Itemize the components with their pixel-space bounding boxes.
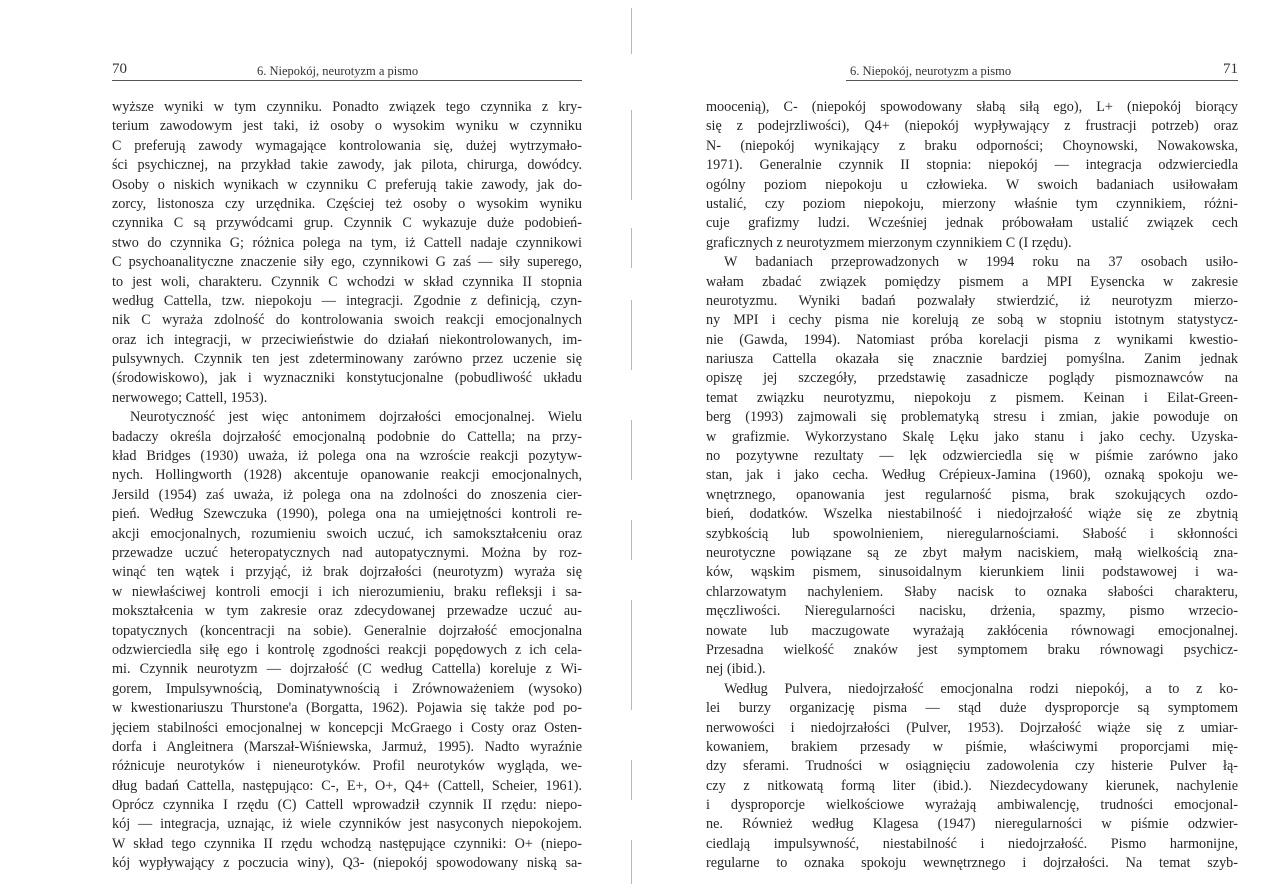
- text-line: dorfa i Angleitnera (Marszał-Wiśniewska, Jarmuż, 1995). Nadto wyraźnie: [112, 738, 582, 755]
- text-line: ny MPI i cechy pisma nie korelują ze sobą w stopniu istotnym statystycz-: [706, 312, 1238, 329]
- right-page-body: [706, 98, 1238, 874]
- text-line: przewadze uczuć heteropatycznych nad autopatycznymi. Można by roz-: [112, 544, 582, 561]
- text-line: wyższe wyniki w tym czynniku. Ponadto związek tego czynnika z kry-: [112, 99, 582, 115]
- text-line: badaczy określa dojrzałość emocjonalną podobnie do Cattella; na przy-: [112, 428, 582, 445]
- text-line: regularne to oznaka spokoju wewnętrznego i dojrzałości. Na temat szyb-: [706, 855, 1238, 872]
- text-line: nie (Gawda, 1994). Natomiast próba korelacji pisma z wynikami kwestio-: [706, 331, 1238, 348]
- text-line: pień. Według Szewczuka (1990), polega ona na umiejętności kontroli re-: [112, 506, 582, 523]
- text-line: dzy sferami. Trudności w osiągnięciu zadowolenia czy histerie Pulver łą-: [706, 758, 1238, 775]
- text-line: nowate lub maczugowate wyrażają zakłócenia równowagi emocjonalnej.: [706, 622, 1238, 639]
- text-line: ne. Również według Klagesa (1947) nieregularności w piśmie odzwier-: [706, 816, 1238, 833]
- text-line: Neurotyczność jest więc antonimem dojrzałości emocjonalnej. Wielu: [130, 409, 582, 426]
- text-line: kład Bridges (1930) uważa, iż polega ona na wzroście reakcji pozytyw-: [112, 448, 582, 465]
- text-line: nerwowości i niedojrzałości (Pulver, 1953). Dojrzałość wiąże się z umiar-: [706, 719, 1238, 736]
- text-line: W skład tego czynnika II rzędu wchodzą następujące czynniki: O+ (niepo-: [112, 835, 582, 852]
- text-line: N- (niepokój wynikający z braku odporności; Choynowski, Nowakowska,: [706, 137, 1238, 154]
- page-number: 70: [112, 61, 127, 77]
- header-rule: [846, 80, 1238, 81]
- text-line: mokształcenia w tym zakresie oraz zdecydowanej przewadze uczuć au-: [112, 603, 582, 620]
- text-line: nej (ibid.).: [706, 661, 766, 678]
- text-line: oraz ich integracji, w przeciwieństwie do działań niekontrolowanych, im-: [112, 331, 582, 348]
- text-line: bień, dodatków. Wszelka niestabilność i niedojrzałość wiąże się ze zbytnią: [706, 506, 1238, 523]
- text-line: zorcy, listonosza czy urzędnika. Częściej też osoby o wysokim wyniku: [112, 195, 582, 212]
- text-line: topatycznych (koncentracji na sobie). Generalnie dojrzałość emocjonalna: [112, 622, 582, 639]
- text-line: terium zawodowym jest taki, iż osoby o wysokim wyniku w czynniku: [112, 118, 582, 135]
- text-line: kowaniem, brakiem przesady w piśmie, właściwymi proporcjami mię-: [706, 738, 1238, 755]
- text-line: Oprócz czynnika I rzędu (C) Cattell wprowadził czynnik II rzędu: niepo-: [112, 797, 582, 814]
- running-head: 6. Niepokój, neurotyzm a pismo: [257, 64, 419, 78]
- text-line: C psychoanalityczne znaczenie siły ego, czynnikowi G zaś — siły superego,: [112, 254, 582, 271]
- left-page: [0, 0, 630, 894]
- right-page: [632, 0, 1262, 894]
- text-line: ści psychicznej, na przykład takie zawody, jak pilota, chirurga, dowódcy.: [112, 157, 582, 174]
- text-line: stwo do czynnika G; różnica polega na tym, iż Cattell nadaje czynnikowi: [112, 234, 582, 251]
- text-line: nariusza Cattella okazała się znacznie bardziej pomyślna. Zanim jednak: [706, 351, 1238, 368]
- text-line: akcji emocjonalnych, rozumieniu swoich uczuć, ich samokształceniu oraz: [112, 525, 582, 542]
- text-line: według Cattella, tzw. niepokoju — integracji. Zgodnie z definicją, czyn-: [112, 292, 582, 309]
- page-number: 71: [1223, 61, 1238, 77]
- text-line: w grafizmie. Wykorzystano Skalę Lęku jako stanu i jako cechy. Uzyska-: [706, 428, 1238, 445]
- text-line: no pozytywne rezultaty — lęk odzwierciedla się w piśmie zarówno jako: [706, 448, 1238, 465]
- text-line: pulsywnych. Czynnik ten jest zdeterminowany zarówno przez uczenie się: [112, 351, 582, 368]
- text-line: C preferują zawody wymagające kontrolowania się, dużej wytrzymało-: [112, 137, 582, 154]
- text-line: ciedlają impulsywność, niestabilność i niedojrzałość. Pismo harmonijne,: [706, 835, 1238, 852]
- text-line: graficznych z neurotyzmem mierzonym czynnikiem C (I rzędu).: [706, 234, 1072, 251]
- text-line: męczliwości. Nieregularności nacisku, drżenia, spazmy, pismo wrzecio-: [706, 603, 1238, 620]
- text-line: w kwestionariuszu Thurstone'a (Borgatta, 1962). Pojawia się także pod po-: [112, 700, 582, 717]
- text-line: cuje grafizmy ludzi. Wcześniej jednak próbowałam ustalić związek cech: [706, 215, 1238, 232]
- text-line: chlarzowatym nachyleniem. Słaby nacisk to oznaka słabości charakteru,: [706, 583, 1238, 600]
- text-line: ków, wąskim pismem, sinusoidalnym kierunkiem linii podstawowej i wa-: [706, 564, 1238, 581]
- running-head: 6. Niepokój, neurotyzm a pismo: [850, 64, 1012, 78]
- text-line: W badaniach przeprowadzonych w 1994 roku na 37 osobach usiło-: [724, 254, 1238, 271]
- header-rule: [112, 80, 582, 81]
- text-line: (środowiskowo), jak i wyznaczniki konstytucjonalne (pobudliwość układu: [112, 370, 582, 387]
- text-line: berg (1993) zajmowali się problematyką stresu i zmian, jakie powoduje on: [706, 409, 1238, 426]
- right-page-header: [846, 61, 1238, 80]
- text-line: Według Pulvera, niedojrzałość emocjonalna rodzi niepokój, a to z ko-: [724, 680, 1238, 697]
- text-line: czynnika C są przywódcami grup. Czynnik C wykazuje duże podobień-: [112, 215, 582, 232]
- text-line: i dysproporcje wielkościowe wyrażają ambiwalencję, trudności emocjonal-: [706, 797, 1238, 814]
- text-line: stan, jak i jako cecha. Według Crépieux-Jamina (1960), oznaką spokoju we-: [706, 467, 1238, 484]
- text-line: Osoby o niskich wynikach w czynniku C preferują takie zawody, jak do-: [112, 176, 582, 193]
- text-line: nerwowego; Cattell, 1953).: [112, 389, 268, 406]
- text-line: temat związku neurotyzmu, niepokoju z pismem. Keinan i Eilat-Green-: [706, 389, 1238, 406]
- text-line: jęciem stabilności emocjonalnej w koncepcji McGraego i Costy oraz Osten-: [112, 719, 582, 736]
- text-line: wałam zbadać związek pomiędzy pismem a MPI Eysencka w zakresie: [706, 273, 1238, 290]
- text-line: gorem, Impulsywnością, Dominatywnością i Zrównoważeniem (wysoko): [112, 680, 582, 697]
- text-line: neurotyzmu. Wyniki badań pozwalały stwierdzić, iż neurotyzm mierzo-: [706, 292, 1238, 309]
- text-line: moocenią), C- (niepokój spowodowany słabą siłą ego), L+ (niepokój biorący: [706, 99, 1238, 115]
- text-line: mi. Czynnik neurotyzm — dojrzałość (C według Cattella) koreluje z Wi-: [112, 661, 582, 678]
- text-line: Przesadna wielkość znaków jest symptomem braku równowagi psychicz-: [706, 641, 1238, 658]
- text-line: szybkością lub spowolnieniem, nieregularnościami. Słabość i skłonności: [706, 525, 1238, 542]
- text-line: kój wypływający z poczucia winy), Q3- (niepokój spowodowany niską sa-: [112, 855, 582, 872]
- text-line: to jest woli, charakteru. Czynnik C wchodzi w skład czynnika II stopnia: [112, 273, 582, 290]
- text-line: kój — integracja, uznając, iż wiele czynników jest nasyconych niepokojem.: [112, 816, 582, 833]
- text-line: czy z nitkowatą formą liter (ibid.). Niezdecydowany kierunek, nachylenie: [706, 777, 1238, 794]
- text-line: nych. Hollingworth (1928) akcentuje opanowanie reakcji emocjonalnych,: [112, 467, 582, 484]
- left-page-body: [112, 98, 582, 874]
- text-line: ogólny poziom niepokoju u człowieka. W swoich badaniach usiłowałam: [706, 176, 1238, 193]
- text-line: neurotyczne powiązane są ze zbyt małym naciskiem, małą wielkością zna-: [706, 544, 1238, 561]
- text-line: opiszę jej szczegóły, przedstawię zasadnicze poglądy pismoznawców na: [706, 370, 1238, 387]
- text-line: lei burzy organizację pisma — stąd duże dysproporcje są symptomem: [706, 700, 1238, 717]
- text-line: się z podejrzliwości), Q4+ (niepokój wypływający z frustracji potrzeb) oraz: [706, 118, 1238, 135]
- text-line: nik C wyraża zdolność do kontrolowania swoich reakcji emocjonalnych: [112, 312, 582, 329]
- text-line: 1971). Generalnie czynnik II stopnia: niepokój — integracja odzwierciedla: [706, 157, 1238, 174]
- text-line: ustalić, czy poziom niepokoju, mierzony właśnie tym czynnikiem, różni-: [706, 195, 1238, 212]
- text-line: winąć ten wątek i przyjąć, iż brak dojrzałości (neurotyzm) wyraża się: [112, 564, 582, 581]
- text-line: wnętrznego, opanowania jest regularność pisma, brak szokujących ozdo-: [706, 486, 1238, 503]
- text-line: odzwierciedla siłę ego i kontrolę zgodności reakcji popędowych z ich cela-: [112, 641, 582, 658]
- text-line: Jersild (1954) zaś uważa, iż polega ona na zdolności do znoszenia cier-: [112, 486, 582, 503]
- text-line: różnicuje neurotyków i nieneurotyków. Profil neurotyków wygląda, we-: [112, 758, 582, 775]
- text-line: w niewłaściwej kontroli emocji i ich nierozumieniu, braku refleksji i sa-: [112, 583, 582, 600]
- text-line: dług badań Cattella, następująco: C-, E+, O+, Q4+ (Cattell, Scheier, 1961).: [112, 777, 582, 794]
- left-page-header: [112, 61, 582, 80]
